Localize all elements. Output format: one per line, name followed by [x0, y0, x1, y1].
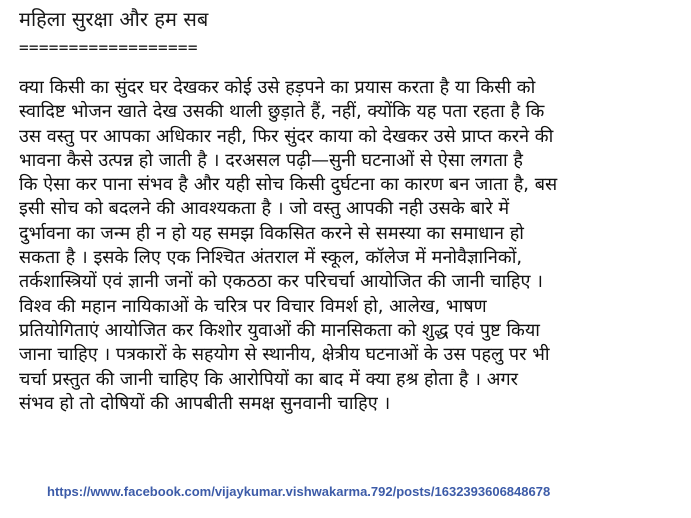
- body-line: उस वस्तु पर आपका अधिकार नही, फिर सुंदर काया को देखकर उसे प्राप्त करने की: [19, 125, 554, 147]
- title-divider: ==================: [19, 38, 198, 57]
- article-title: महिला सुरक्षा और हम सब: [19, 7, 209, 31]
- body-line: विश्व की महान नायिकाओं के चरित्र पर विचार विमर्श हो, आलेख, भाषण: [19, 295, 487, 317]
- body-line: भावना कैसे उत्पन्न हो जाती है । दरअसल पढ़ी—सुनी घटनाओं से ऐसा लगता है: [19, 149, 523, 171]
- body-line: दुर्भावना का जन्म ही न हो यह समझ विकसित करने से समस्या का समाधान हो: [19, 222, 524, 244]
- body-line: स्वादिष्ट भोजन खाते देख उसकी थाली छुड़ाते हैं, नहीं, क्योंकि यह पता रहता है कि: [19, 101, 545, 123]
- body-line: संभव हो तो दोषियों की आपबीती समक्ष सुनवानी चाहिए ।: [19, 392, 391, 414]
- article-body: [19, 76, 679, 416]
- source-link[interactable]: https://www.facebook.com/vijaykumar.vishwakarma.792/posts/1632393606848678: [47, 484, 551, 499]
- body-line: चर्चा प्रस्तुत की जानी चाहिए कि आरोपियों का बाद में क्या हश्र होता है । अगर: [19, 368, 518, 390]
- body-line: कि ऐसा कर पाना संभव है और यही सोच किसी दुर्घटना का कारण बन जाता है, बस: [19, 174, 558, 196]
- body-line: सकता है । इसके लिए एक निश्चित अंतराल में स्कूल, कॉलेज में मनोवैज्ञानिकों,: [19, 247, 523, 269]
- body-line: जाना चाहिए । पत्रकारों के सहयोग से स्थानीय, क्षेत्रीय घटनाओं के उस पहलु पर भी: [19, 344, 550, 366]
- body-line: तर्कशास्त्रियों एवं ज्ञानी जनों को एकठठा कर परिचर्चा आयोजित की जानी चाहिए ।: [19, 271, 543, 293]
- body-line: इसी सोच को बदलने की आवश्यकता है । जो वस्तु आपकी नही उसके बारे में: [19, 198, 510, 220]
- body-line: क्या किसी का सुंदर घर देखकर कोई उसे हड़पने का प्रयास करता है या किसी को: [19, 77, 536, 98]
- body-line: प्रतियोगिताएं आयोजित कर किशोर युवाओं की मानसिकता को शुद्ध एवं पुष्ट किया: [19, 319, 540, 341]
